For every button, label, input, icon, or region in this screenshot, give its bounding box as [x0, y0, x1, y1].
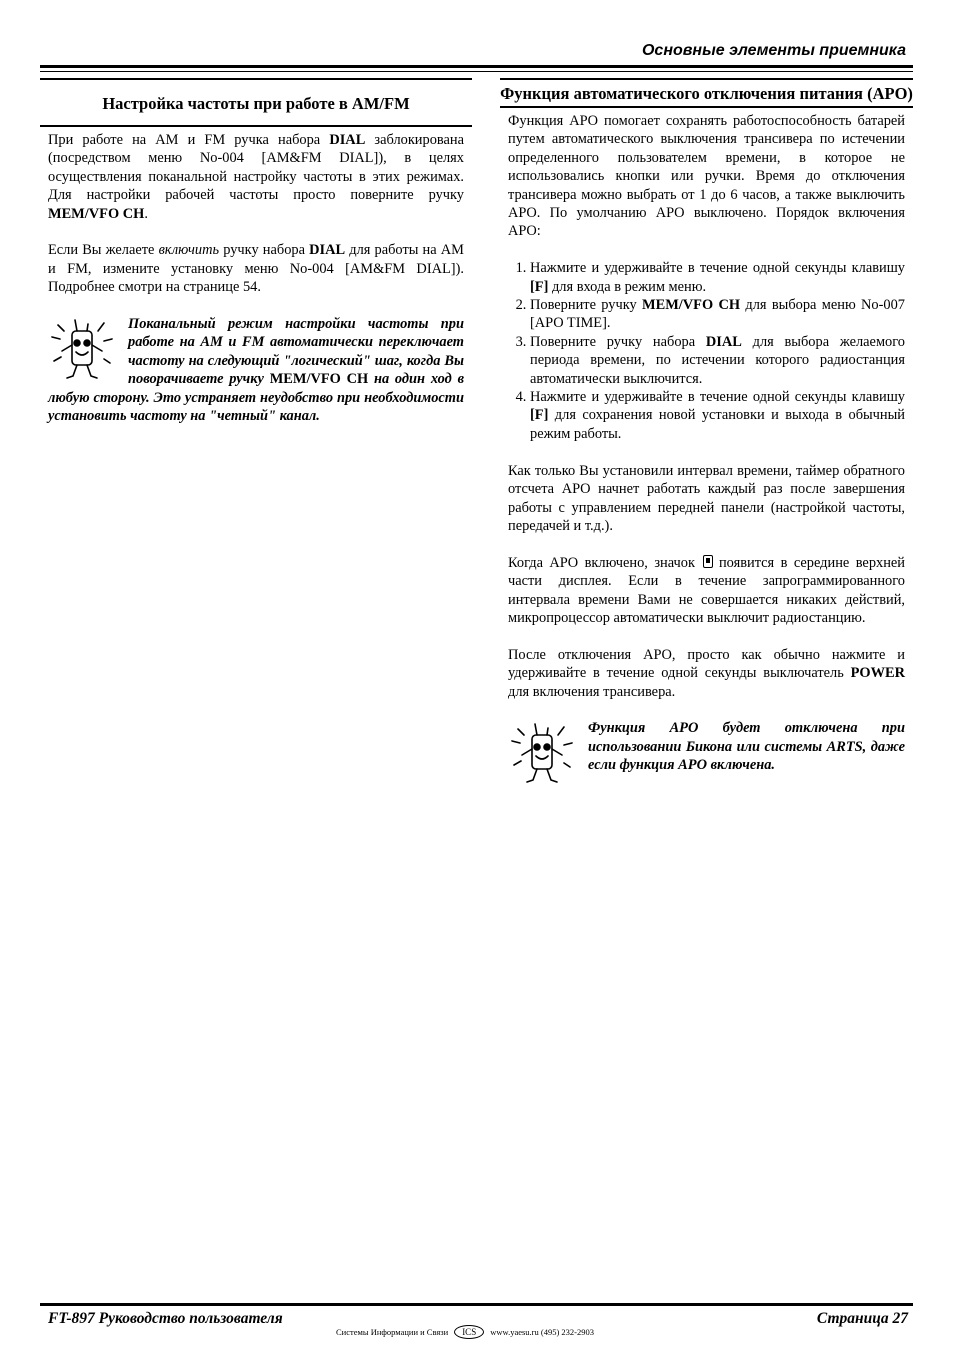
apo-timer-paragraph: Как только Вы установили интервал времени, таймер обратного отсчета APO начнет работать каждый раз после завершения работы с управлением передней панели (настройкой частоты, передачей и т.д.). [508, 462, 905, 534]
am-fm-paragraph-1: При работе на AM и FM ручка набора DIAL заблокирована (посредством меню No-004 [AM&FM DIAL]), в целях осуществления поканальной настройку частоты в этих режимах. Для настройки рабочей частоты просто поверните ручку MEM/VFO CH. [48, 132, 464, 222]
footer-company [336, 1325, 594, 1339]
header-rule-thick [40, 65, 913, 68]
footer-rule [40, 1303, 913, 1306]
section-title: Основные элементы приемника [641, 42, 906, 59]
apo-step: 4. Нажмите и удерживайте в течение одной секунды клавишу [F] для сохранения новой установки и выхода в обычный режим работы. [530, 388, 905, 443]
apo-power-paragraph: После отключения APO, просто как обычно нажмите и удерживайте в течение одной секунды выключатель POWER для включения трансивера. [508, 646, 905, 700]
radio-mascot-icon [48, 315, 118, 385]
ics-logo: ICS [454, 1325, 484, 1339]
right-column [500, 78, 913, 791]
page-number: Страница 27 [816, 1310, 908, 1327]
apo-indicator-icon [703, 555, 713, 568]
apo-step: 2. Поверните ручку MEM/VFO CH для выбора меню No-007 [APO TIME]. [530, 296, 905, 333]
footer-contact: www.yaesu.ru (495) 232-2903 [490, 1327, 594, 1337]
radio-mascot-icon [508, 719, 578, 789]
apo-icon-paragraph: Когда APO включено, значок появится в середине верхней части дисплея. Если в течение запрограммированного интервала времени Вами не совершается никаких действий, микропроцессор автоматически выключит радиостанцию. [508, 554, 905, 626]
am-fm-note: Поканальный режим настройки частоты при работе на AM и FM автоматически переключает частоту на следующий "логический" шаг, когда Вы поворачиваете ручку MEM/VFO CH на один ход в любую сторону. Это устраняет неудобство при необходимости установить частоту на "четный" канал. [48, 316, 464, 425]
apo-step: 3. Поверните ручку набора DIAL для выбора желаемого периода времени, по истечении которого радиостанция автоматически выключится. [530, 333, 905, 388]
apo-steps [508, 259, 905, 443]
am-fm-paragraph-2: Если Вы желаете включить ручку набора DIAL для работы на AM и FM, измените установку меню No-004 [AM&FM DIAL]). Подробнее смотри на странице 54. [48, 242, 464, 296]
header-rule-thin [40, 71, 913, 72]
left-column [40, 78, 472, 425]
apo-heading: Функция автоматического отключения питания (APO) [500, 78, 913, 108]
footer-manual-title: FT-897 Руководство пользователя [48, 1310, 283, 1327]
apo-body [500, 112, 913, 701]
footer-company-name: Системы Информации и Связи [336, 1327, 449, 1337]
apo-note: Функция APO будет отключена при использовании Бикона или системы ARTS, даже если функция APO включена. [500, 719, 913, 774]
apo-step: 1. Нажмите и удерживайте в течение одной секунды клавишу [F] для входа в режим меню. [530, 259, 905, 296]
apo-intro: Функция APO помогает сохранять работоспособность батарей путем автоматического выключения трансивера по истечении определенного пользователем времени, в которое не использовались кнопки или ручки. Время до отключения трансивера можно выбрать от 1 до 6 часов, а также выключить APO. По умолчанию APO выключено. Порядок включения APO: [508, 113, 905, 240]
am-fm-body [40, 131, 472, 297]
am-fm-heading: Настройка частоты при работе в AM/FM [40, 78, 472, 127]
